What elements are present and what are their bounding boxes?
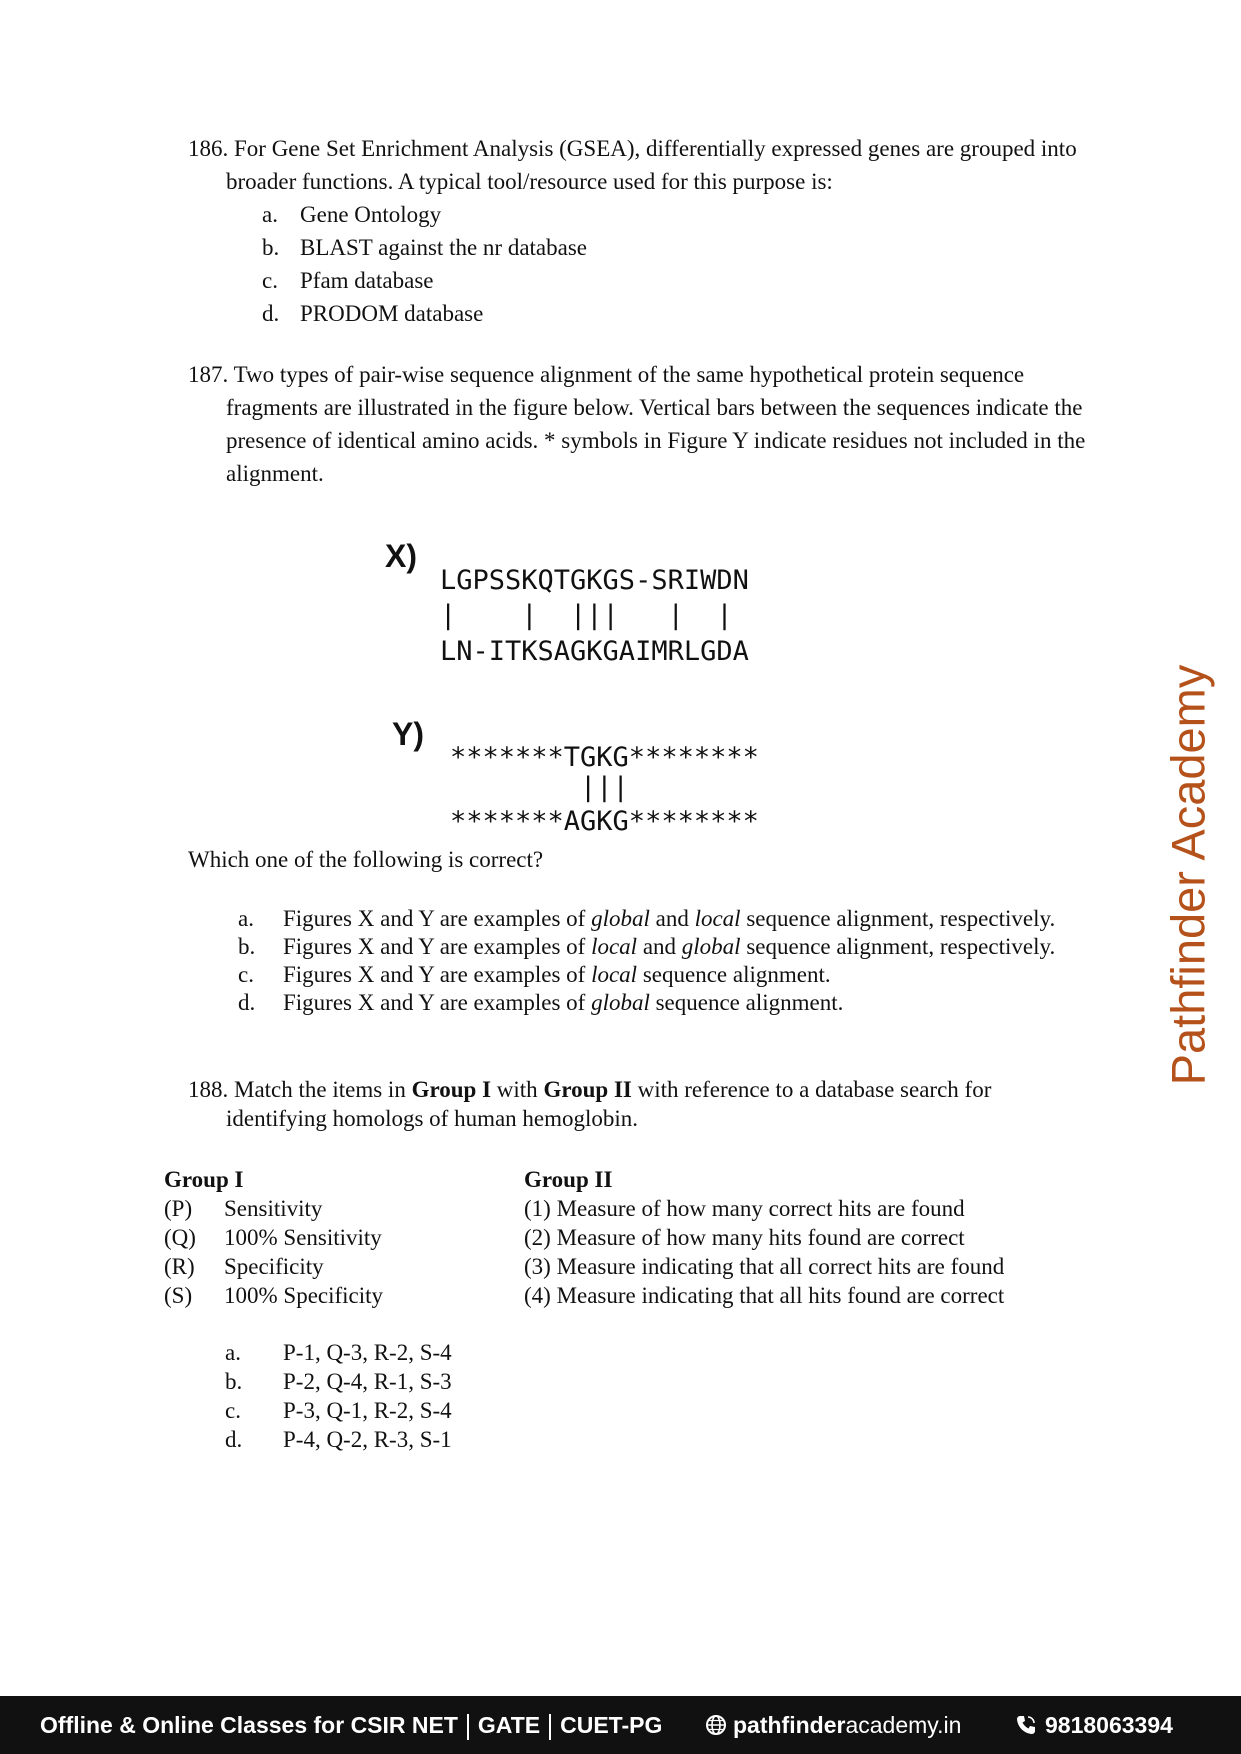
question-187-options: [238, 905, 1241, 1017]
option-188-b: [225, 1367, 452, 1396]
option-186-d: [262, 297, 1086, 330]
option-text: PRODOM database: [300, 301, 484, 326]
question-186: [188, 132, 1086, 330]
watermark: Pathfinder Academy: [1161, 664, 1215, 1086]
option-label: a.: [238, 906, 254, 931]
option-187-b: [238, 933, 1241, 961]
globe-icon: [705, 1714, 727, 1736]
group-2-item: (1) Measure of how many correct hits are found: [524, 1196, 965, 1221]
option-text: Figures X and Y are examples of global and local sequence alignment, respectively.: [283, 906, 1056, 931]
option-label: d.: [225, 1427, 243, 1452]
footer-banner: [0, 1696, 1241, 1754]
group-1-heading: Group I: [164, 1167, 244, 1192]
divider: [467, 1714, 469, 1740]
option-187-c: [238, 961, 1241, 989]
figure-y-bars: |||: [450, 772, 629, 803]
option-188-a: [225, 1338, 452, 1367]
option-label: d.: [262, 301, 280, 326]
question-187: [188, 358, 1086, 490]
question-188-stem: 188. Match the items in Group I with Group II with reference to a database search for identifying homologs of human hemoglobin.: [188, 1077, 992, 1131]
footer-website[interactable]: pathfinderacademy.in: [705, 1712, 961, 1739]
phone-icon: [1015, 1714, 1037, 1736]
option-186-b: [262, 231, 1086, 264]
footer-classes: Offline & Online Classes for CSIR NET GATE CUET-PG: [40, 1712, 663, 1738]
option-label: d.: [238, 990, 256, 1015]
option-label: a.: [225, 1340, 241, 1365]
group-2: [524, 1165, 1004, 1310]
question-186-options: [262, 198, 1086, 330]
option-text: Gene Ontology: [300, 202, 442, 227]
option-text: Figures X and Y are examples of local sequence alignment.: [283, 962, 831, 987]
option-label: a.: [262, 202, 278, 227]
question-187-stem: 187. Two types of pair-wise sequence alignment of the same hypothetical protein sequence fragments are illustrated in the figure below. Vertical bars between the sequences indicate the presence of identical amino acids. * symbols in Figure Y indicate residues not included in the alignment.: [188, 362, 1086, 486]
option-text: P-3, Q-1, R-2, S-4: [283, 1398, 452, 1423]
option-label: b.: [238, 934, 256, 959]
group-1-item: (P) Sensitivity: [164, 1196, 323, 1221]
divider: [549, 1714, 551, 1740]
option-187-d: [238, 989, 1241, 1017]
group-1-item: (S) 100% Specificity: [164, 1283, 384, 1308]
option-label: c.: [225, 1398, 241, 1423]
option-label: c.: [262, 268, 278, 293]
group-2-item: (3) Measure indicating that all correct hits are found: [524, 1254, 1005, 1279]
figure-x-bars: | | ||| | |: [440, 600, 733, 631]
question-186-stem: 186. For Gene Set Enrichment Analysis (GSEA), differentially expressed genes are grouped into broader functions. A typical tool/resource used for this purpose is:: [188, 136, 1077, 194]
option-text: Figures X and Y are examples of local and global sequence alignment, respectively.: [283, 934, 1056, 959]
option-text: P-4, Q-2, R-3, S-1: [283, 1427, 452, 1452]
option-text: P-2, Q-4, R-1, S-3: [283, 1369, 452, 1394]
figure-x-label: X): [385, 538, 417, 574]
group-2-item: (4) Measure indicating that all hits found are correct: [524, 1283, 1005, 1308]
option-188-c: [225, 1396, 452, 1425]
footer-phone[interactable]: 9818063394: [1015, 1712, 1173, 1739]
option-186-a: [262, 198, 1086, 231]
option-text: Pfam database: [300, 268, 434, 293]
option-label: b.: [225, 1369, 243, 1394]
option-187-a: [238, 905, 1241, 933]
option-186-c: [262, 264, 1086, 297]
question-187-prompt: Which one of the following is correct?: [188, 847, 544, 872]
option-label: c.: [238, 962, 254, 987]
group-1-item: (Q) 100% Sensitivity: [164, 1225, 382, 1250]
group-1: [164, 1165, 383, 1310]
figure-x-seq2: LN-ITKSAGKGAIMRLGDA: [440, 636, 749, 667]
option-text: BLAST against the nr database: [300, 235, 588, 260]
figure-y-seq1: *******TGKG********: [450, 742, 759, 773]
figure-y-seq2: *******AGKG********: [450, 806, 759, 837]
figure-y-label: Y): [392, 716, 424, 752]
option-label: b.: [262, 235, 280, 260]
option-188-d: [225, 1425, 452, 1454]
figure-x-seq1: LGPSSKQTGKGS-SRIWDN: [440, 565, 749, 596]
option-text: P-1, Q-3, R-2, S-4: [283, 1340, 452, 1365]
group-2-heading: Group II: [524, 1167, 613, 1192]
question-188-options: [225, 1338, 452, 1454]
option-text: Figures X and Y are examples of global sequence alignment.: [283, 990, 844, 1015]
group-2-item: (2) Measure of how many hits found are correct: [524, 1225, 965, 1250]
group-1-item: (R) Specificity: [164, 1254, 324, 1279]
question-188: [188, 1075, 1086, 1133]
